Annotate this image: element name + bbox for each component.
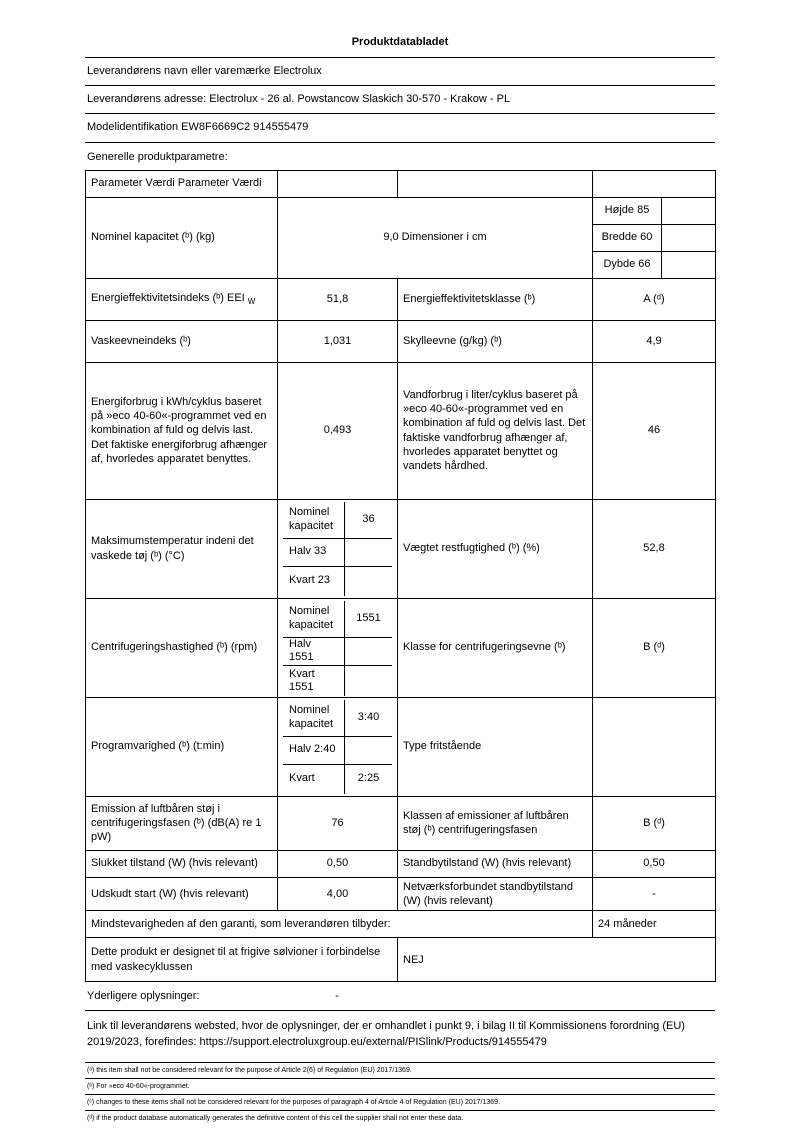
silver-ions-row (86, 938, 716, 982)
temperature-label: Maksimumstemperatur indeni det vaskede tøj (ᵇ) (°C) (86, 499, 278, 598)
noise-class-label: Klassen af emissioner af luftbåren støj (ᵇ) centrifugeringsfasen (398, 796, 593, 850)
supplier-name-row: Leverandørens navn eller varemærke Electrolux (85, 58, 715, 86)
standby-value: 0,50 (593, 850, 716, 877)
energy-consumption-value: 0,493 (278, 362, 398, 499)
table-header-label: Parameter Værdi Parameter Værdi (86, 170, 278, 197)
dimension-height-extra (662, 197, 716, 224)
dimension-width-extra (662, 224, 716, 251)
dimension-width: Bredde 60 (593, 224, 662, 251)
rinsing-value: 4,9 (593, 320, 716, 362)
page-title: Produktdatabladet (85, 30, 715, 58)
silver-ions-label: Dette produkt er designet til at frigive sølvioner i forbindelse med vaskecyklussen (86, 938, 398, 982)
delay-start-row (86, 877, 716, 911)
temperature-subtable (278, 499, 398, 598)
standby-label: Standbytilstand (W) (hvis relevant) (398, 850, 593, 877)
residual-moisture-label: Vægtet restfugtighed (ᵇ) (%) (398, 499, 593, 598)
duration-nominal-label: Nominel kapacitet (283, 700, 345, 737)
off-mode-value: 0,50 (278, 850, 398, 877)
duration-nominal-value: 3:40 (345, 700, 392, 737)
off-mode-label: Slukket tilstand (W) (hvis relevant) (86, 850, 278, 877)
silver-ions-value: NEJ (398, 938, 716, 982)
spin-speed-half: Halv 1551 (283, 638, 345, 666)
table-header-empty-2 (398, 170, 593, 197)
datasheet-content (85, 30, 715, 1134)
duration-half: Halv 2:40 (283, 737, 345, 765)
additional-info-row (85, 982, 715, 1011)
capacity-row (86, 197, 716, 224)
water-consumption-label: Vandforbrug i liter/cyklus baseret på »eco 40-60«-programmet ved en kombination af fuld og delvis last. Det faktiske vandforbrug afhænger af, hvorledes apparatet benyttet og vandets hårdhed. (398, 362, 593, 499)
duration-half-value (345, 737, 392, 765)
eei-row (86, 278, 716, 320)
temperature-nominal-value: 36 (345, 502, 392, 539)
spin-speed-subtable (278, 598, 398, 697)
temperature-quarter: Kvart 23 (283, 567, 345, 596)
temperature-quarter-value (345, 567, 392, 596)
spin-speed-quarter: Kvart 1551 (283, 666, 345, 696)
energy-consumption-label: Energiforbrug i kWh/cyklus baseret på »eco 40-60«-programmet ved en kombination af fuld og delvis last. Det faktiske energiforbrug afhænger af, hvorledes apparatet benyttes. (86, 362, 278, 499)
water-consumption-value: 46 (593, 362, 716, 499)
residual-moisture-value: 52,8 (593, 499, 716, 598)
noise-class-value: B (ᵈ) (593, 796, 716, 850)
rinsing-label: Skylleevne (g/kg) (ᵇ) (398, 320, 593, 362)
footnote-d: (ᵈ) if the product database automatically generates the definitive content of this cell the supplier shall not enter these data. (85, 1111, 715, 1134)
networked-standby-value: - (593, 877, 716, 911)
spin-speed-quarter-value (345, 666, 392, 696)
washing-index-row (86, 320, 716, 362)
duration-label: Programvarighed (ᵇ) (t:min) (86, 697, 278, 796)
spin-speed-nominal-label: Nominel kapacitet (283, 601, 345, 638)
temperature-row (86, 499, 716, 598)
energy-consumption-row (86, 362, 716, 499)
noise-label: Emission af luftbåren støj i centrifugeringsfasen (ᵇ) (dB(A) re 1 pW) (86, 796, 278, 850)
duration-subtable (278, 697, 398, 796)
duration-row (86, 697, 716, 796)
spin-speed-subgrid (283, 601, 392, 695)
energy-class-value: A (ᵈ) (593, 278, 716, 320)
noise-row (86, 796, 716, 850)
delay-start-value: 4,00 (278, 877, 398, 911)
duration-subgrid (283, 700, 392, 794)
table-header-row (86, 170, 716, 197)
footnote-b: (ᵇ) For »eco 40-60«-programmet. (85, 1079, 715, 1095)
warranty-row (86, 911, 716, 938)
footnote-c: (ᶜ) changes to these items shall not be considered relevant for the purposes of paragraph 4 of Article 4 of Regulation (EU) 2017/1369. (85, 1095, 715, 1111)
supplier-address-row: Leverandørens adresse: Electrolux - 26 al. Powstancow Slaskich 30-570 - Krakow - PL (85, 86, 715, 114)
delay-start-label: Udskudt start (W) (hvis relevant) (86, 877, 278, 911)
warranty-label: Mindstevarigheden af den garanti, som leverandøren tilbyder: (86, 911, 593, 938)
temperature-half-value (345, 539, 392, 567)
energy-class-label: Energieffektivitetsklasse (ᵇ) (398, 278, 593, 320)
supplier-link-row: Link til leverandørens websted, hvor de oplysninger, der er omhandlet i punkt 9, i bilag II til Kommissionens forordning (EU) 2019/2023, forefindes: https://support.electroluxgroup.eu/external/PISlink/Products/914555479 (85, 1011, 715, 1063)
duration-quarter-value: 2:25 (357, 772, 380, 785)
spin-speed-label: Centrifugeringshastighed (ᵇ) (rpm) (86, 598, 278, 697)
eei-label (86, 278, 278, 320)
table-header-empty-1 (278, 170, 398, 197)
spin-speed-half-value (345, 638, 392, 666)
type-label: Type fritstående (398, 697, 593, 796)
eei-label-subscript: W (247, 296, 256, 306)
networked-standby-label: Netværksforbundet standbytilstand (W) (hvis relevant) (398, 877, 593, 911)
spin-speed-nominal-value: 1551 (345, 601, 392, 638)
eei-value: 51,8 (278, 278, 398, 320)
type-value (593, 697, 716, 796)
spin-class-label: Klasse for centrifugeringsevne (ᵇ) (398, 598, 593, 697)
temperature-half: Halv 33 (283, 539, 345, 567)
capacity-value: 9,0 Dimensioner i cm (278, 197, 593, 278)
warranty-value: 24 måneder (593, 911, 716, 938)
footnotes-section (85, 1063, 715, 1134)
noise-value: 76 (278, 796, 398, 850)
temperature-nominal-label: Nominel kapacitet (283, 502, 345, 539)
spin-class-value: B (ᵈ) (593, 598, 716, 697)
spin-speed-row (86, 598, 716, 697)
general-parameters-heading: Generelle produktparametre: (87, 150, 228, 163)
additional-info-value: - (335, 990, 339, 1003)
dimension-depth: Dybde 66 (593, 251, 662, 278)
footnote-a: (ᵃ) this item shall not be considered relevant for the purpose of Article 2(6) of Regulation (EU) 2017/1369. (85, 1063, 715, 1079)
dimension-depth-extra (662, 251, 716, 278)
dimension-height: Højde 85 (593, 197, 662, 224)
table-header-empty-3 (593, 170, 716, 197)
product-parameters-table (85, 170, 716, 983)
capacity-label: Nominel kapacitet (ᵇ) (kg) (86, 197, 278, 278)
washing-index-value: 1,031 (278, 320, 398, 362)
temperature-subgrid (283, 502, 392, 596)
duration-quarter: Kvart (283, 765, 345, 794)
off-mode-row (86, 850, 716, 877)
eei-label-text: Energieffektivitetsindeks (ᵇ) EEI (91, 291, 248, 304)
additional-info-label: Yderligere oplysninger: (87, 990, 200, 1003)
washing-index-label: Vaskeevneindeks (ᵇ) (86, 320, 278, 362)
model-identification-row: Modelidentifikation EW8F6669C2 914555479 (85, 114, 715, 142)
